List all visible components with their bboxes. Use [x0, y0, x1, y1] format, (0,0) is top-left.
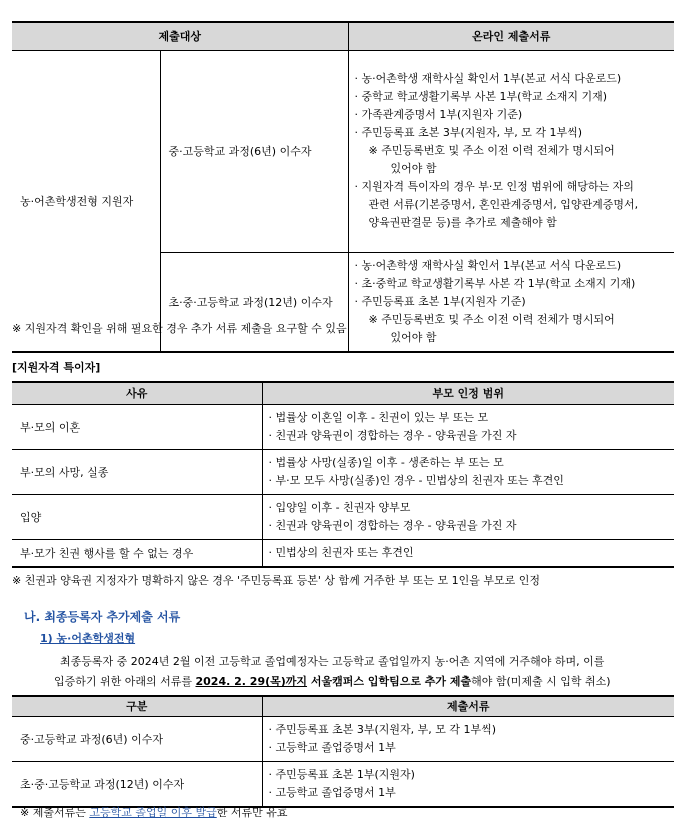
range-item: · 친권과 양육권이 경합하는 경우 - 양육권을 가진 자 — [268, 428, 517, 442]
range-item: · 입양일 이후 - 친권자 양부모 — [268, 500, 411, 514]
paragraph-text: 입증하기 위한 아래의 서류를 — [54, 675, 196, 688]
final-paragraph — [54, 652, 611, 692]
final-doc-item: · 주민등록표 초본 3부(지원자, 부, 모 각 1부씩) — [268, 722, 497, 736]
reason-divorce: 부·모의 이혼 — [12, 404, 262, 449]
doc-item: · 초·중학교 학교생활기록부 사본 각 1부(학교 소재지 기재) — [354, 276, 636, 290]
range-item: · 부·모 모두 사망(실종)인 경우 - 민법상의 친권자 또는 후견인 — [268, 473, 564, 487]
doc-subnote: ※ 주민등록번호 및 주소 이전 이력 전체가 명시되어 — [368, 312, 615, 326]
row-label-12yr: 초·중·고등학교 과정(12년) 이수자 — [160, 252, 348, 352]
header-online-docs: 온라인 제출서류 — [348, 22, 674, 50]
doc-item: · 주민등록표 초본 3부(지원자, 부, 모 각 1부씩) — [354, 126, 583, 139]
row-label-6yr: 중·고등학교 과정(6년) 이수자 — [160, 50, 348, 252]
submit-destination: 서울캠퍼스 입학팀으로 추가 제출 — [307, 675, 472, 688]
final-note-text: 한 서류만 유효 — [216, 806, 288, 819]
range-item: · 친권과 양육권이 경합하는 경우 - 양육권을 가진 자 — [268, 518, 517, 532]
paragraph-line: 최종등록자 중 2024년 2월 이전 고등학교 졸업예정자는 고등학교 졸업일까지 농·어촌 지역에 거주해야 하며, 이를 — [60, 655, 605, 668]
doc-item-cont: 관련 서류(기본증명서, 혼인관계증명서, 입양관계증명서, — [368, 198, 639, 211]
doc-item: · 농·어촌학생 재학사실 확인서 1부(본교 서식 다운로드) — [354, 72, 622, 85]
table1-note: ※ 지원자격 확인을 위해 필요한 경우 추가 서류 제출을 요구할 수 있음 — [12, 322, 347, 335]
range-cell — [262, 404, 674, 449]
doc-item: · 농·어촌학생 재학사실 확인서 1부(본교 서식 다운로드) — [354, 258, 622, 272]
final-docs-cell — [262, 716, 674, 761]
final-note — [20, 804, 287, 820]
doc-subnote: ※ 주민등록번호 및 주소 이전 이력 전체가 명시되어 — [368, 144, 615, 157]
final-doc-item: · 고등학교 졸업증명서 1부 — [268, 785, 396, 799]
header-submit-docs: 제출서류 — [262, 696, 674, 716]
doc-item: · 주민등록표 초본 1부(지원자 기준) — [354, 294, 526, 308]
final-note-emphasis: 고등학교 졸업일 이후 발급 — [89, 806, 217, 819]
doc-subnote: 있어야 함 — [390, 162, 437, 175]
special-cases-table — [12, 381, 674, 568]
reason-death: 부·모의 사망, 실종 — [12, 449, 262, 494]
doc-item: · 지원자격 특이자의 경우 부·모 인정 범위에 해당하는 자의 — [354, 180, 634, 193]
final-doc-item: · 고등학교 졸업증명서 1부 — [268, 740, 396, 754]
final-row-label-12yr: 초·중·고등학교 과정(12년) 이수자 — [12, 761, 262, 807]
group-label: 농·어촌학생전형 지원자 — [12, 50, 160, 352]
header-target: 제출대상 — [12, 22, 348, 50]
final-docs-table — [12, 695, 674, 808]
doc-item-cont: 양육권판결문 등)를 추가로 제출해야 함 — [368, 216, 557, 229]
paragraph-text: 해야 함(미제출 시 입학 취소) — [471, 675, 611, 688]
range-item: · 법률상 이혼일 이후 - 친권이 있는 부 또는 모 — [268, 410, 489, 424]
doc-subnote: 있어야 함 — [390, 330, 437, 344]
final-docs-cell — [262, 761, 674, 807]
range-cell — [262, 539, 674, 567]
final-row-label-6yr: 중·고등학교 과정(6년) 이수자 — [12, 716, 262, 761]
range-cell — [262, 494, 674, 539]
special-note: ※ 친권과 양육권 지정자가 명확하지 않은 경우 '주민등록표 등본' 상 함께 거주한 부 또는 모 1인을 부모로 인정 — [12, 574, 540, 587]
submission-docs-table — [12, 21, 674, 353]
subheading-rural: 1) 농·어촌학생전형 — [40, 632, 136, 645]
reason-adoption: 입양 — [12, 494, 262, 539]
deadline-date: 2024. 2. 29(목)까지 — [195, 675, 308, 688]
range-cell — [262, 449, 674, 494]
docs-cell-12yr — [348, 252, 674, 352]
doc-item: · 가족관계증명서 1부(지원자 기준) — [354, 108, 523, 121]
header-parent-range: 부모 인정 범위 — [262, 382, 674, 404]
final-doc-item: · 주민등록표 초본 1부(지원자) — [268, 767, 415, 781]
docs-cell-6yr — [348, 50, 674, 252]
reason-cannot-exercise: 부·모가 친권 행사를 할 수 없는 경우 — [12, 539, 262, 567]
doc-item: · 중학교 학교생활기록부 사본 1부(학교 소재지 기재) — [354, 90, 608, 103]
header-type: 구분 — [12, 696, 262, 716]
header-reason: 사유 — [12, 382, 262, 404]
final-note-text: ※ 제출서류는 — [20, 806, 90, 819]
section-title-special: [지원자격 특이자] — [12, 361, 101, 374]
range-item: · 민법상의 친권자 또는 후견인 — [268, 545, 414, 559]
section-heading-final: 나. 최종등록자 추가제출 서류 — [24, 610, 181, 624]
paragraph-line — [54, 672, 611, 692]
range-item: · 법률상 사망(실종)일 이후 - 생존하는 부 또는 모 — [268, 455, 504, 469]
